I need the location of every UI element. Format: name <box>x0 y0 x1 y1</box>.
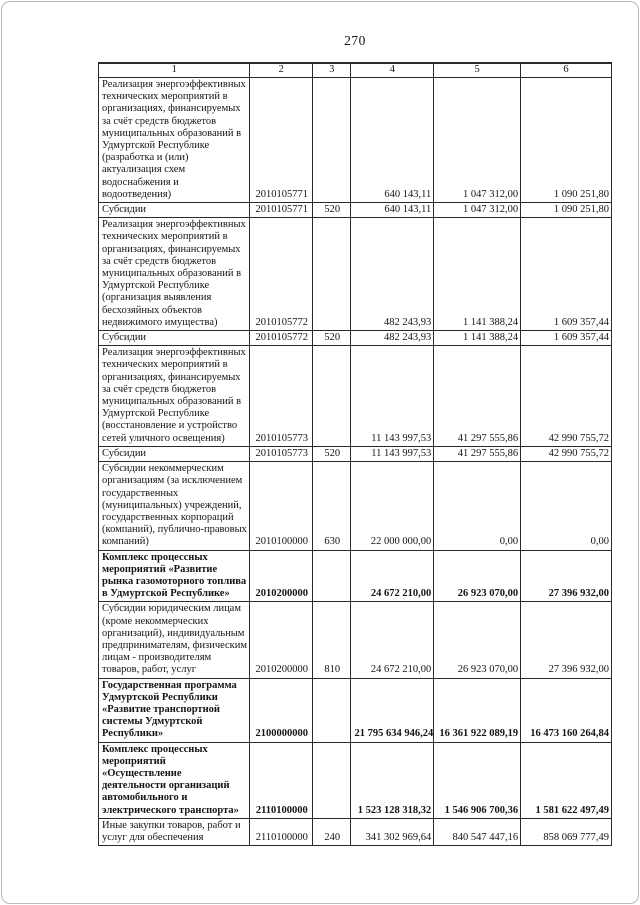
amount-col4: 24 672 210,00 <box>351 550 434 602</box>
amount-col5: 840 547 447,16 <box>434 818 521 845</box>
amount-col4: 341 302 969,64 <box>351 818 434 845</box>
budget-table <box>98 62 612 846</box>
amount-col5: 0,00 <box>434 462 521 550</box>
row-title: Государственная программа Удмуртской Республики «Развитие транспортной системы Удмуртской Республики» <box>99 678 250 742</box>
table-row <box>99 78 612 203</box>
expense-type-code: 520 <box>313 203 351 218</box>
column-header-2: 2 <box>250 63 313 78</box>
amount-col6: 1 090 251,80 <box>521 78 612 203</box>
table-row <box>99 203 612 218</box>
row-title: Субсидии <box>99 446 250 461</box>
amount-col5: 41 297 555,86 <box>434 446 521 461</box>
amount-col5: 1 141 388,24 <box>434 331 521 346</box>
expense-type-code: 520 <box>313 446 351 461</box>
amount-col6: 1 609 357,44 <box>521 218 612 331</box>
document-page <box>1 1 639 904</box>
amount-col4: 482 243,93 <box>351 218 434 331</box>
expense-type-code: 810 <box>313 602 351 678</box>
table-row <box>99 346 612 447</box>
amount-col4: 1 523 128 318,32 <box>351 742 434 818</box>
page-number: 270 <box>344 33 366 48</box>
column-header-6: 6 <box>521 63 612 78</box>
amount-col5: 26 923 070,00 <box>434 602 521 678</box>
target-article-code: 2010105771 <box>250 78 313 203</box>
column-header-5: 5 <box>434 63 521 78</box>
target-article-code: 2110100000 <box>250 818 313 845</box>
amount-col6: 0,00 <box>521 462 612 550</box>
row-title: Реализация энергоэффективных технических мероприятий в организациях, финансируемых за счёт средств бюджетов муниципальных образований в Удмуртской Республике (организация выявления бесхозяйных объектов недвижимого имущества) <box>99 218 250 331</box>
amount-col6: 42 990 755,72 <box>521 346 612 447</box>
row-title: Иные закупки товаров, работ и услуг для обеспечения <box>99 818 250 845</box>
target-article-code: 2010105772 <box>250 331 313 346</box>
expense-type-code: 240 <box>313 818 351 845</box>
amount-col5: 1 546 906 700,36 <box>434 742 521 818</box>
target-article-code: 2110100000 <box>250 742 313 818</box>
table-row <box>99 602 612 678</box>
amount-col4: 24 672 210,00 <box>351 602 434 678</box>
amount-col6: 858 069 777,49 <box>521 818 612 845</box>
amount-col4: 11 143 997,53 <box>351 446 434 461</box>
row-title: Субсидии <box>99 331 250 346</box>
amount-col6: 1 090 251,80 <box>521 203 612 218</box>
row-title: Реализация энергоэффективных технических мероприятий в организациях, финансируемых за счёт средств бюджетов муниципальных образований в Удмуртской Республике (разработка и (или) актуализация схем водоснабжения и водоотведения) <box>99 78 250 203</box>
amount-col4: 482 243,93 <box>351 331 434 346</box>
target-article-code: 2010105771 <box>250 203 313 218</box>
amount-col6: 42 990 755,72 <box>521 446 612 461</box>
expense-type-code: 630 <box>313 462 351 550</box>
table-row <box>99 818 612 845</box>
table-row <box>99 462 612 550</box>
column-header-1: 1 <box>99 63 250 78</box>
amount-col6: 16 473 160 264,84 <box>521 678 612 742</box>
amount-col5: 26 923 070,00 <box>434 550 521 602</box>
amount-col5: 1 047 312,00 <box>434 78 521 203</box>
expense-type-code <box>313 346 351 447</box>
amount-col5: 16 361 922 089,19 <box>434 678 521 742</box>
amount-col4: 21 795 634 946,24 <box>351 678 434 742</box>
amount-col6: 1 581 622 497,49 <box>521 742 612 818</box>
row-title: Реализация энергоэффективных технических мероприятий в организациях, финансируемых за счёт средств бюджетов муниципальных образований в Удмуртской Республике (восстановление и устройство сетей уличного освещения) <box>99 346 250 447</box>
row-title: Комплекс процессных мероприятий «Развитие рынка газомоторного топлива в Удмуртской Республике» <box>99 550 250 602</box>
column-header-3: 3 <box>313 63 351 78</box>
amount-col4: 640 143,11 <box>351 203 434 218</box>
target-article-code: 2010105773 <box>250 346 313 447</box>
column-header-4: 4 <box>351 63 434 78</box>
table-row <box>99 550 612 602</box>
table-header <box>99 63 612 78</box>
table-row <box>99 331 612 346</box>
target-article-code: 2010200000 <box>250 602 313 678</box>
target-article-code: 2100000000 <box>250 678 313 742</box>
table-row <box>99 742 612 818</box>
table-row <box>99 678 612 742</box>
amount-col5: 41 297 555,86 <box>434 346 521 447</box>
amount-col4: 11 143 997,53 <box>351 346 434 447</box>
expense-type-code <box>313 550 351 602</box>
amount-col6: 1 609 357,44 <box>521 331 612 346</box>
table-row <box>99 446 612 461</box>
amount-col6: 27 396 932,00 <box>521 550 612 602</box>
amount-col4: 22 000 000,00 <box>351 462 434 550</box>
row-title: Комплекс процессных мероприятий «Осуществление деятельности организаций автомобильного и электрического транспорта» <box>99 742 250 818</box>
table-row <box>99 218 612 331</box>
expense-type-code <box>313 742 351 818</box>
expense-type-code: 520 <box>313 331 351 346</box>
table-header-row <box>99 63 612 78</box>
table-body <box>99 78 612 846</box>
target-article-code: 2010200000 <box>250 550 313 602</box>
expense-type-code <box>313 78 351 203</box>
amount-col5: 1 047 312,00 <box>434 203 521 218</box>
expense-type-code <box>313 218 351 331</box>
row-title: Субсидии юридическим лицам (кроме некоммерческих организаций), индивидуальным предпринимателям, физическим лицам - производителям товаров, работ, услуг <box>99 602 250 678</box>
amount-col5: 1 141 388,24 <box>434 218 521 331</box>
amount-col6: 27 396 932,00 <box>521 602 612 678</box>
expense-type-code <box>313 678 351 742</box>
row-title: Субсидии <box>99 203 250 218</box>
target-article-code: 2010105772 <box>250 218 313 331</box>
amount-col4: 640 143,11 <box>351 78 434 203</box>
row-title: Субсидии некоммерческим организациям (за исключением государственных (муниципальных) учреждений, государственных корпораций (компаний), публично-правовых компаний) <box>99 462 250 550</box>
target-article-code: 2010100000 <box>250 462 313 550</box>
target-article-code: 2010105773 <box>250 446 313 461</box>
